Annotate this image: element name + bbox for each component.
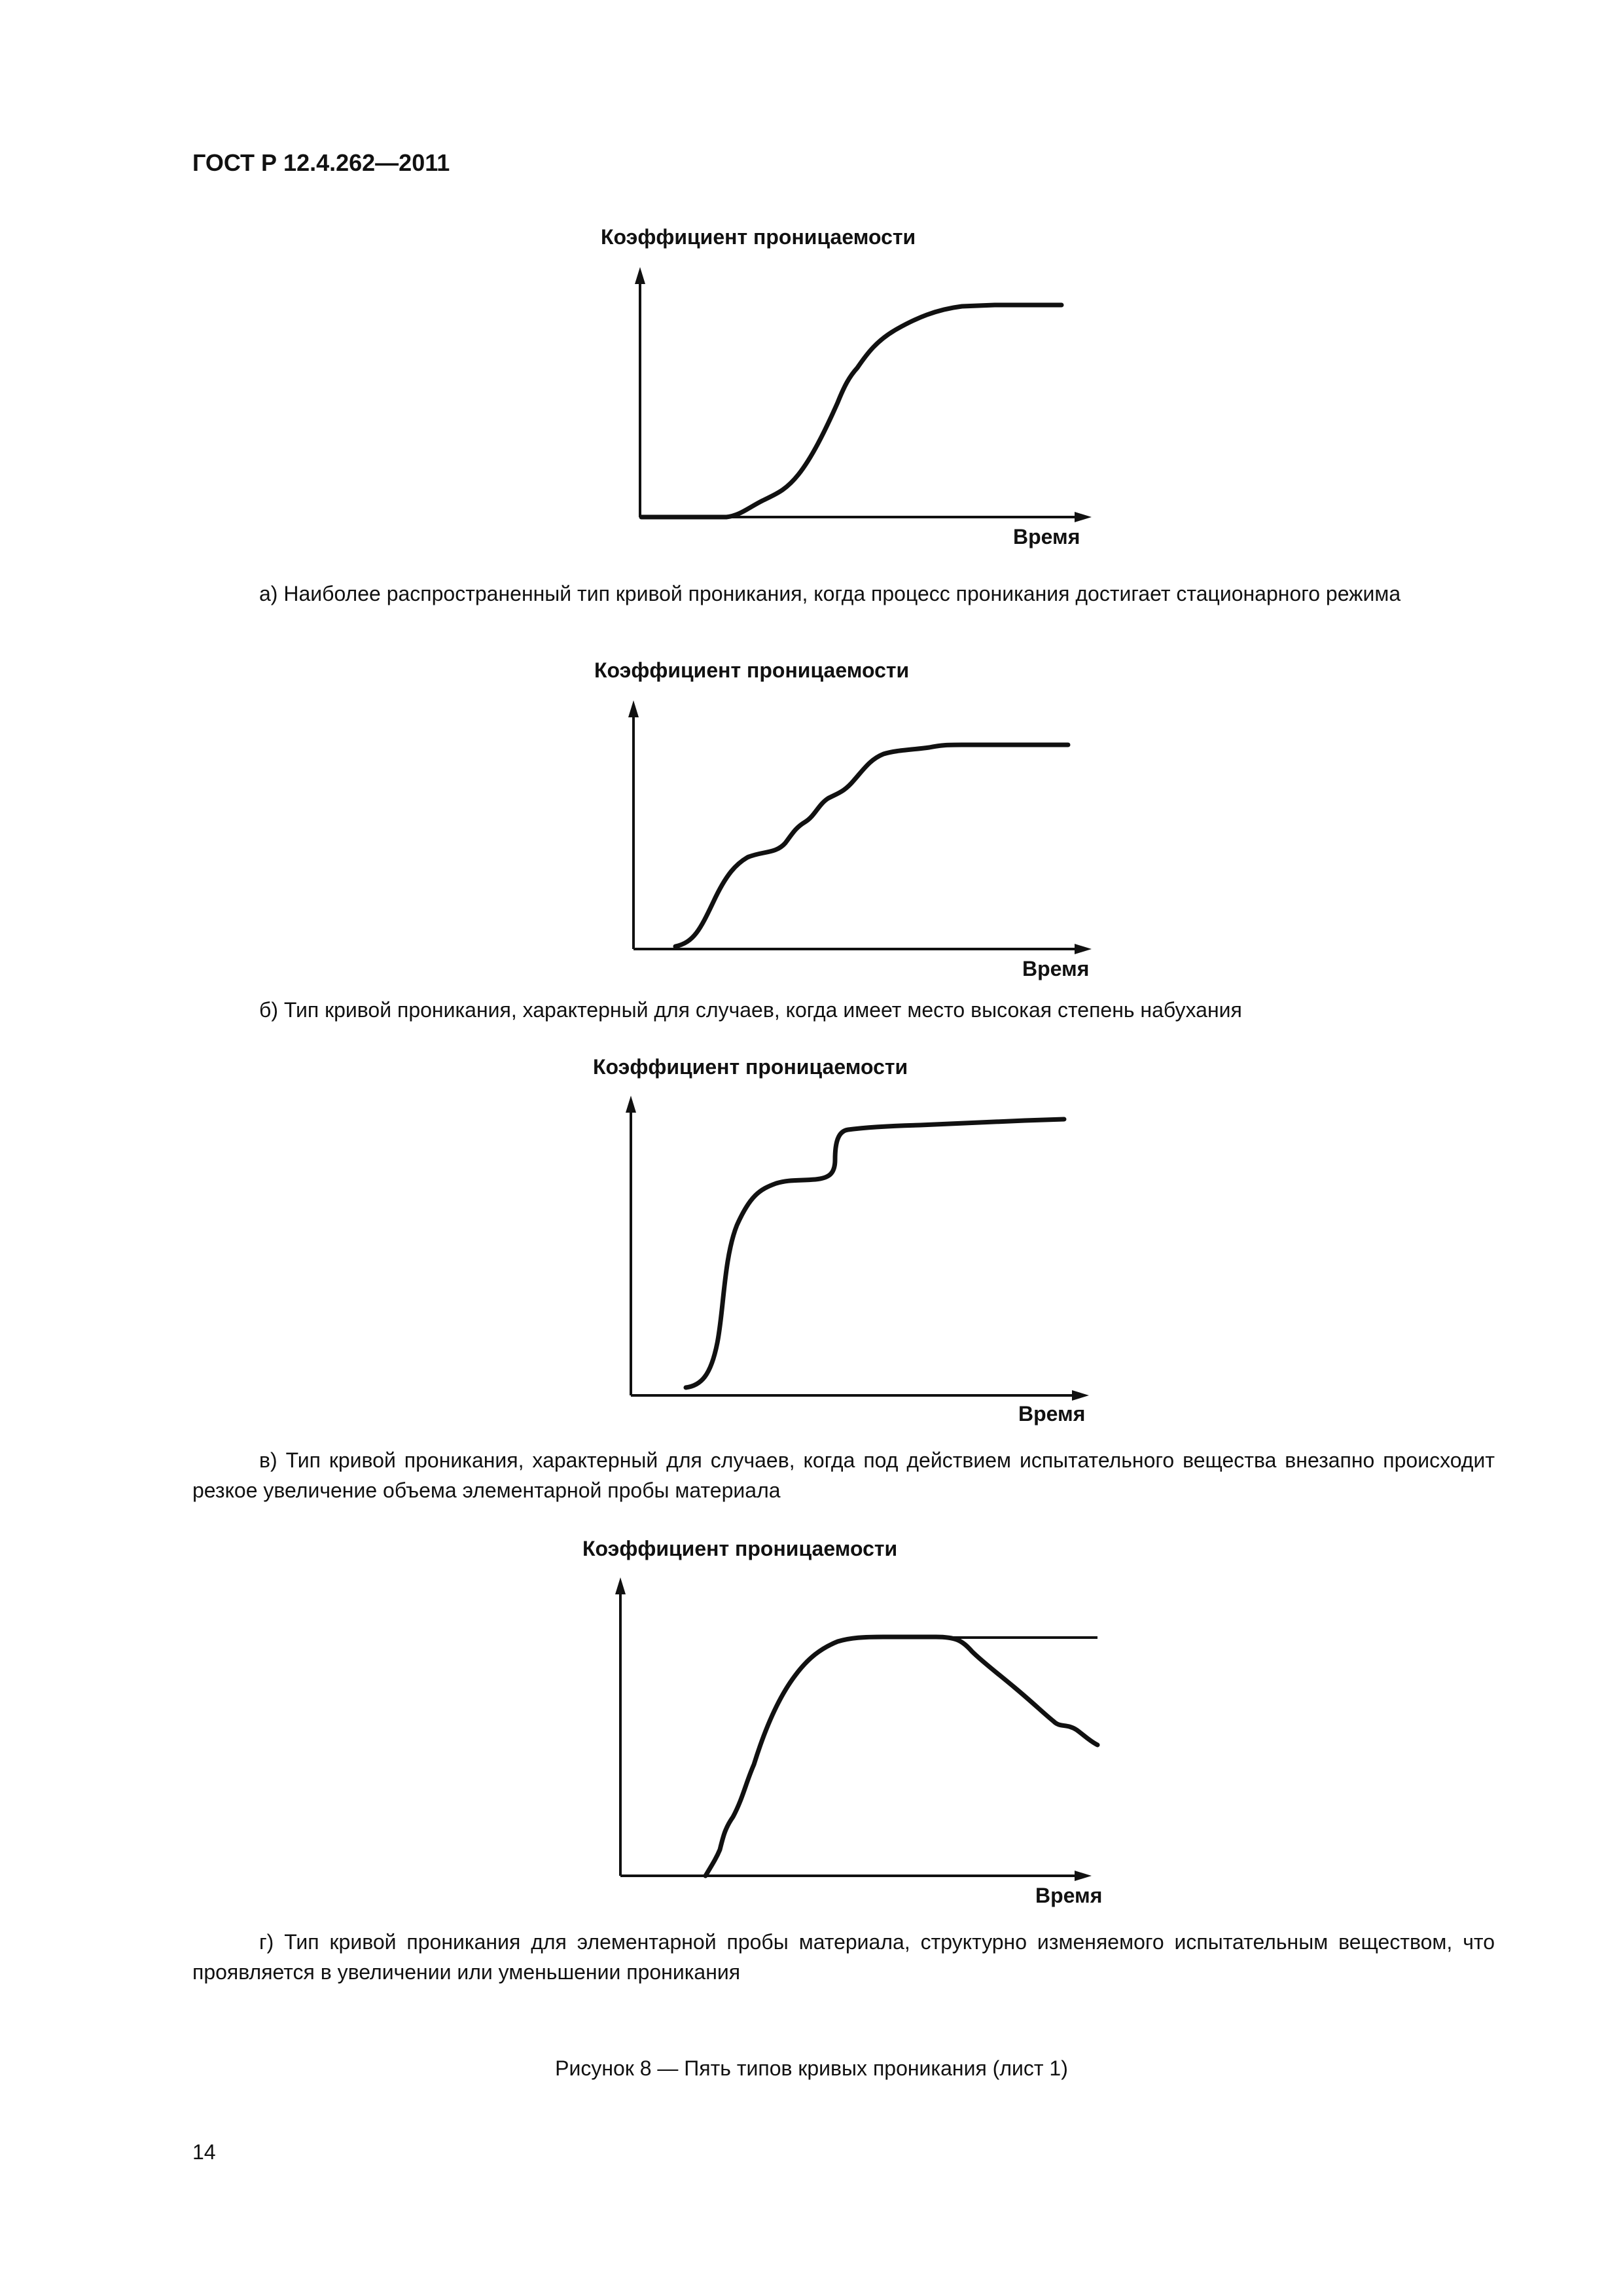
figure-b-xlabel: Время	[1022, 957, 1090, 980]
figure-a-xlabel: Время	[1013, 525, 1080, 548]
figure-d-caption: г) Тип кривой проникания для элементарной пробы материала, структурно изменяемого испытательным веществом, что проявляется в увеличении или уменьшении проникания	[192, 1930, 1495, 1984]
page-number: 14	[192, 2140, 216, 2164]
figure-d-ylabel: Коэффициент проницаемости	[582, 1537, 898, 1560]
figure-c-ylabel: Коэффициент проницаемости	[593, 1055, 908, 1079]
figure-d-xlabel: Время	[1035, 1884, 1103, 1907]
figure-a-ylabel: Коэффициент проницаемости	[601, 225, 916, 249]
figure-b-curve	[675, 745, 1068, 946]
figure-c-plot	[619, 1088, 1097, 1402]
figure-title: Рисунок 8 — Пять типов кривых проникания (лист 1)	[555, 2056, 1068, 2080]
figure-b-caption: б) Тип кривой проникания, характерный для случаев, когда имеет место высокая степень набухания	[259, 998, 1242, 1022]
figure-c-curve	[686, 1119, 1064, 1388]
figure-b-ylabel: Коэффициент проницаемости	[594, 658, 910, 682]
figure-a-curve	[641, 305, 1061, 517]
figure-c-xlabel: Время	[1018, 1402, 1086, 1426]
figure-c-caption: в) Тип кривой проникания, характерный для случаев, когда под действием испытательного вещества внезапно происходит резкое увеличение объема элементарной пробы материала	[192, 1448, 1495, 1502]
figure-a-plot	[628, 262, 1099, 537]
figure-a-caption: а) Наиболее распространенный тип кривой проникания, когда процесс проникания достигает стационарного режима	[259, 582, 1401, 605]
figure-d-plot	[609, 1570, 1106, 1884]
figure-b-plot	[622, 694, 1099, 969]
figure-d-curve	[705, 1637, 1097, 1876]
document-header: ГОСТ Р 12.4.262—2011	[192, 149, 450, 176]
